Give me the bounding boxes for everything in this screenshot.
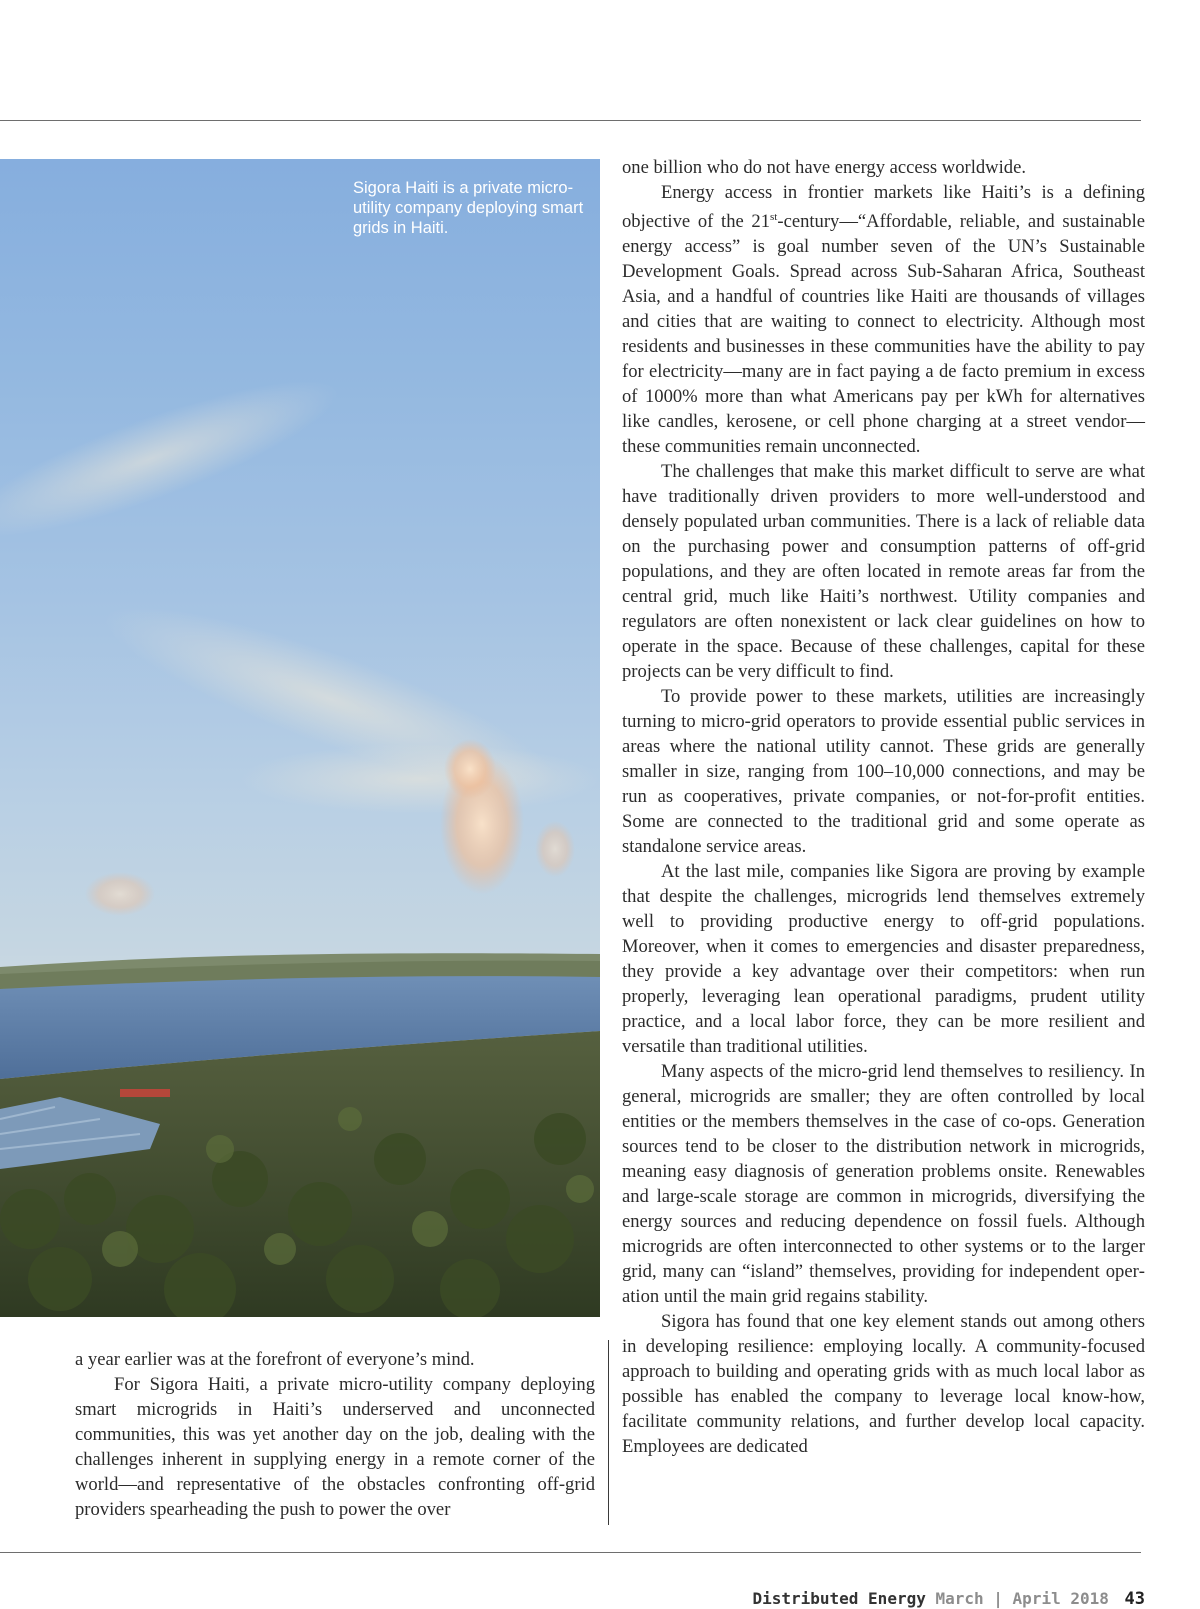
paragraph: To provide power to these markets, utilities are increasingly turning to micro-grid operators to provide essential public services in areas where the national utility cannot. These grids are generally smaller in size, ranging from 100–10,000 connections, and may be run as cooperatives, private companies, or not-for-profit entities. Some are connected to the traditional grid and some operate as standalone service areas.: [622, 686, 1145, 858]
paragraph: Sigora has found that one key element stands out among others in developing resilience: employing locally. A community-focused approach to building and operating grids with as much local labor as possible has enabled the company to leverage local know-how, facilitate community relations, and further develop local capacity. Employees are dedicated: [622, 1311, 1145, 1458]
paragraph-text: -century—“Affordable, reliable, and sustainable energy access” is goal number seven of the UN’s Sustainable Development Goals. Spread across Sub-Saharan Africa, Southeast Asia, and a handful of countries like Haiti are thousands of villages and cities that are waiting to connect to electricity. Although most residents and businesses in these communities have the ability to pay for electricity—many are in fact paying a de facto premium in excess of 1000% more than what Americans pay per kWh for alternatives like candles, kerosene, or cell phone charging at a street vendor—these communities remain unconnected.: [622, 211, 1145, 458]
right-column: [622, 155, 1145, 1459]
paragraph: [622, 180, 1145, 459]
paragraph: For Sigora Haiti, a private micro-utility company deploying smart microgrids in Haiti’s underserved and unconnected communities, this was yet another day on the job, dealing with the challenges inherent in supplying energy in a remote corner of the world—and representative of the obstacles confronting off-grid providers spearheading the push to power the over: [75, 1374, 595, 1520]
column-divider: [608, 1340, 609, 1525]
paragraph: one billion who do not have energy access worldwide.: [622, 157, 1026, 178]
page-footer: [752, 1589, 1145, 1609]
paragraph: a year earlier was at the forefront of everyone’s mind.: [75, 1349, 475, 1370]
landscape-photo: [0, 159, 600, 1317]
paragraph: At the last mile, companies like Sigora are proving by example that despite the challenges, microgrids lend themselves extremely well to providing productive energy to off-grid populations. Moreover, when it comes to emergencies and disaster preparedness, they provide a key advantage over their competitors: when run properly, leveraging lean operational paradigms, prudent utility practice, and a local labor force, they can be more resilient and versatile than traditional utilities.: [622, 861, 1145, 1058]
publication-name: Distributed Energy: [752, 1589, 926, 1608]
left-column: [75, 1347, 595, 1522]
paragraph: The challenges that make this market difficult to serve are what have traditionally driven providers to more well-understood and densely populated urban communities. There is a lack of reliable data on the purchasing power and consumption patterns of off-grid populations, and they are often located in remote areas far from the central grid, much like Haiti’s northwest. Utility companies and regulators are often nonexistent or lack clear guidelines on how to operate in the space. Because of these challenges, capital for these projects can be very difficult to find.: [622, 461, 1145, 683]
bottom-rule: [0, 1552, 1141, 1553]
landscape-illustration: [0, 159, 600, 1317]
issue-date: March | April 2018: [935, 1589, 1109, 1608]
paragraph-text: Energy access in frontier markets like Haiti’s is a defining objective of the 21: [622, 182, 1145, 233]
paragraph: Many aspects of the micro-grid lend themselves to resiliency. In general, microgrids are smaller; they are often controlled by local entities or the members themselves in the case of co-ops. Generation sources tend to be closer to the distribution network in microgrids, meaning easy diagnosis of generation problems onsite. Renewables and large-scale storage are common in microgrids, diversifying the energy sources and reducing dependence on fossil fuels. Although microgrids are often interconnected to other systems or to the larger grid, many can “island” themselves, providing for independent operation until the main grid regains stability.: [622, 1061, 1145, 1308]
superscript: st: [770, 211, 778, 223]
photo-caption: Sigora Haiti is a private micro-utility company deploying smart grids in Haiti.: [353, 179, 584, 237]
page-number: 43: [1124, 1589, 1145, 1609]
top-rule: [0, 120, 1141, 121]
